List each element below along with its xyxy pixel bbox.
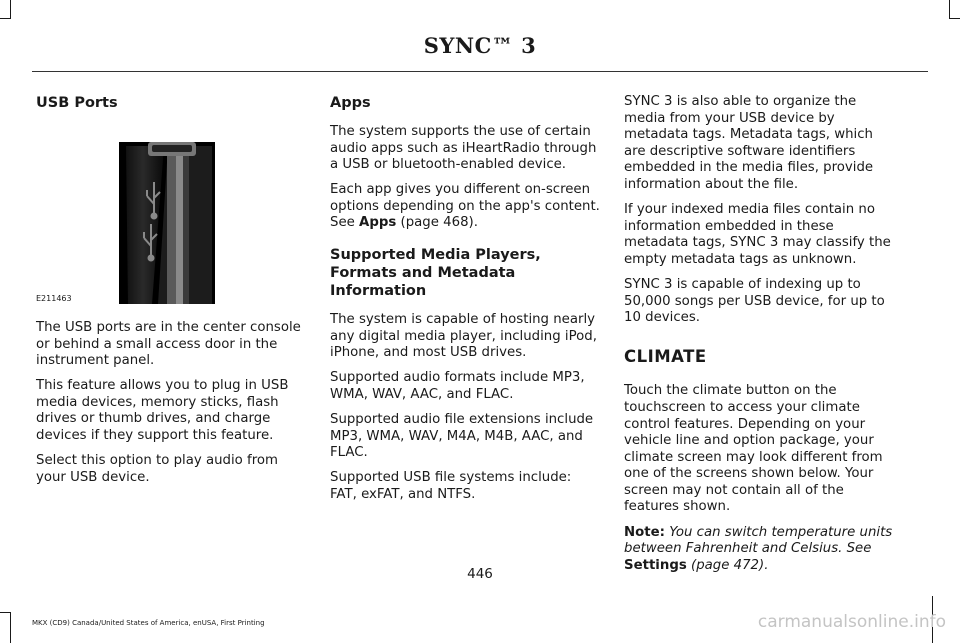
apps-heading: Apps xyxy=(330,95,371,111)
watermark: carmanualsonline.info xyxy=(757,612,946,632)
apps-reference-link[interactable]: Apps xyxy=(359,215,397,231)
paragraph: The system supports the use of certain audio apps such as iHeartRadio through a USB or bluetooth-enabled device. xyxy=(330,124,597,173)
media-players-heading: Supported Media Players, Formats and Metadata Information xyxy=(330,247,541,300)
crop-mark xyxy=(10,0,11,18)
paragraph: SYNC 3 is also able to organize the media from your USB device by metadata tags. Metadata tags, which are descriptive software identifiers embedded in the media files, provide information about the file. xyxy=(624,94,874,192)
note-text: You can switch temperature units between Fahrenheit and Celsius. See xyxy=(624,524,893,557)
settings-reference-link[interactable]: Settings xyxy=(624,557,687,573)
paragraph: Touch the climate button on the touchscreen to access your climate control features. Depending on your vehicle line and option package, your climate screen may look different from one of the screens shown below. Your screen may not contain all of the features shown. xyxy=(624,383,883,515)
crop-mark xyxy=(0,18,11,19)
middle-column xyxy=(330,94,601,512)
paragraph: Supported USB file systems include: FAT, exFAT, and NTFS. xyxy=(330,470,572,502)
footer-text: MKX (CD9) Canada/United States of America, enUSA, First Printing xyxy=(32,619,265,627)
header-divider xyxy=(32,71,928,72)
usb-ports-heading: USB Ports xyxy=(36,95,118,111)
page-title: SYNC™ 3 xyxy=(423,33,537,58)
paragraph: Select this option to play audio from your USB device. xyxy=(36,453,278,485)
see-text: See xyxy=(330,215,355,231)
usb-port-figure xyxy=(36,124,311,304)
crop-mark xyxy=(10,612,11,643)
paragraph: Supported audio file extensions include MP3, WMA, WAV, M4A, M4B, AAC, and FLAC. xyxy=(330,412,594,461)
crop-mark xyxy=(949,0,950,18)
page-number: 446 xyxy=(467,566,493,582)
paragraph: This feature allows you to plug in USB media devices, memory sticks, flash drives or thumb drives, and charge devices if they support this feature. xyxy=(36,378,289,444)
crop-mark xyxy=(949,18,960,19)
crop-mark xyxy=(0,612,11,613)
paragraph: SYNC 3 is capable of indexing up to 50,000 songs per USB device, for up to 10 devices. xyxy=(624,276,885,326)
paragraph: If your indexed media files contain no information embedded in these metadata tags, SYNC 3 may classify the empty metadata tags as unknown. xyxy=(624,202,891,267)
page-reference: (page 472). xyxy=(691,557,769,573)
paragraph: Supported audio formats include MP3, WMA, WAV, AAC, and FLAC. xyxy=(330,370,585,402)
figure-code: E211463 xyxy=(36,294,72,303)
paragraph: The USB ports are in the center console or behind a small access door in the instrument panel. xyxy=(36,320,301,369)
paragraph-text: Each app gives you different on-screen options depending on the app's content. xyxy=(330,182,600,214)
right-column xyxy=(624,94,896,583)
climate-heading: CLIMATE xyxy=(624,346,707,366)
page-reference: (page 468). xyxy=(400,215,478,231)
note-label: Note: xyxy=(624,524,665,540)
left-column xyxy=(36,94,302,495)
paragraph: The system is capable of hosting nearly any digital media player, including iPod, iPhone, and most USB drives. xyxy=(330,312,597,361)
usb-port-illustration xyxy=(36,124,311,304)
paragraph xyxy=(330,182,601,232)
